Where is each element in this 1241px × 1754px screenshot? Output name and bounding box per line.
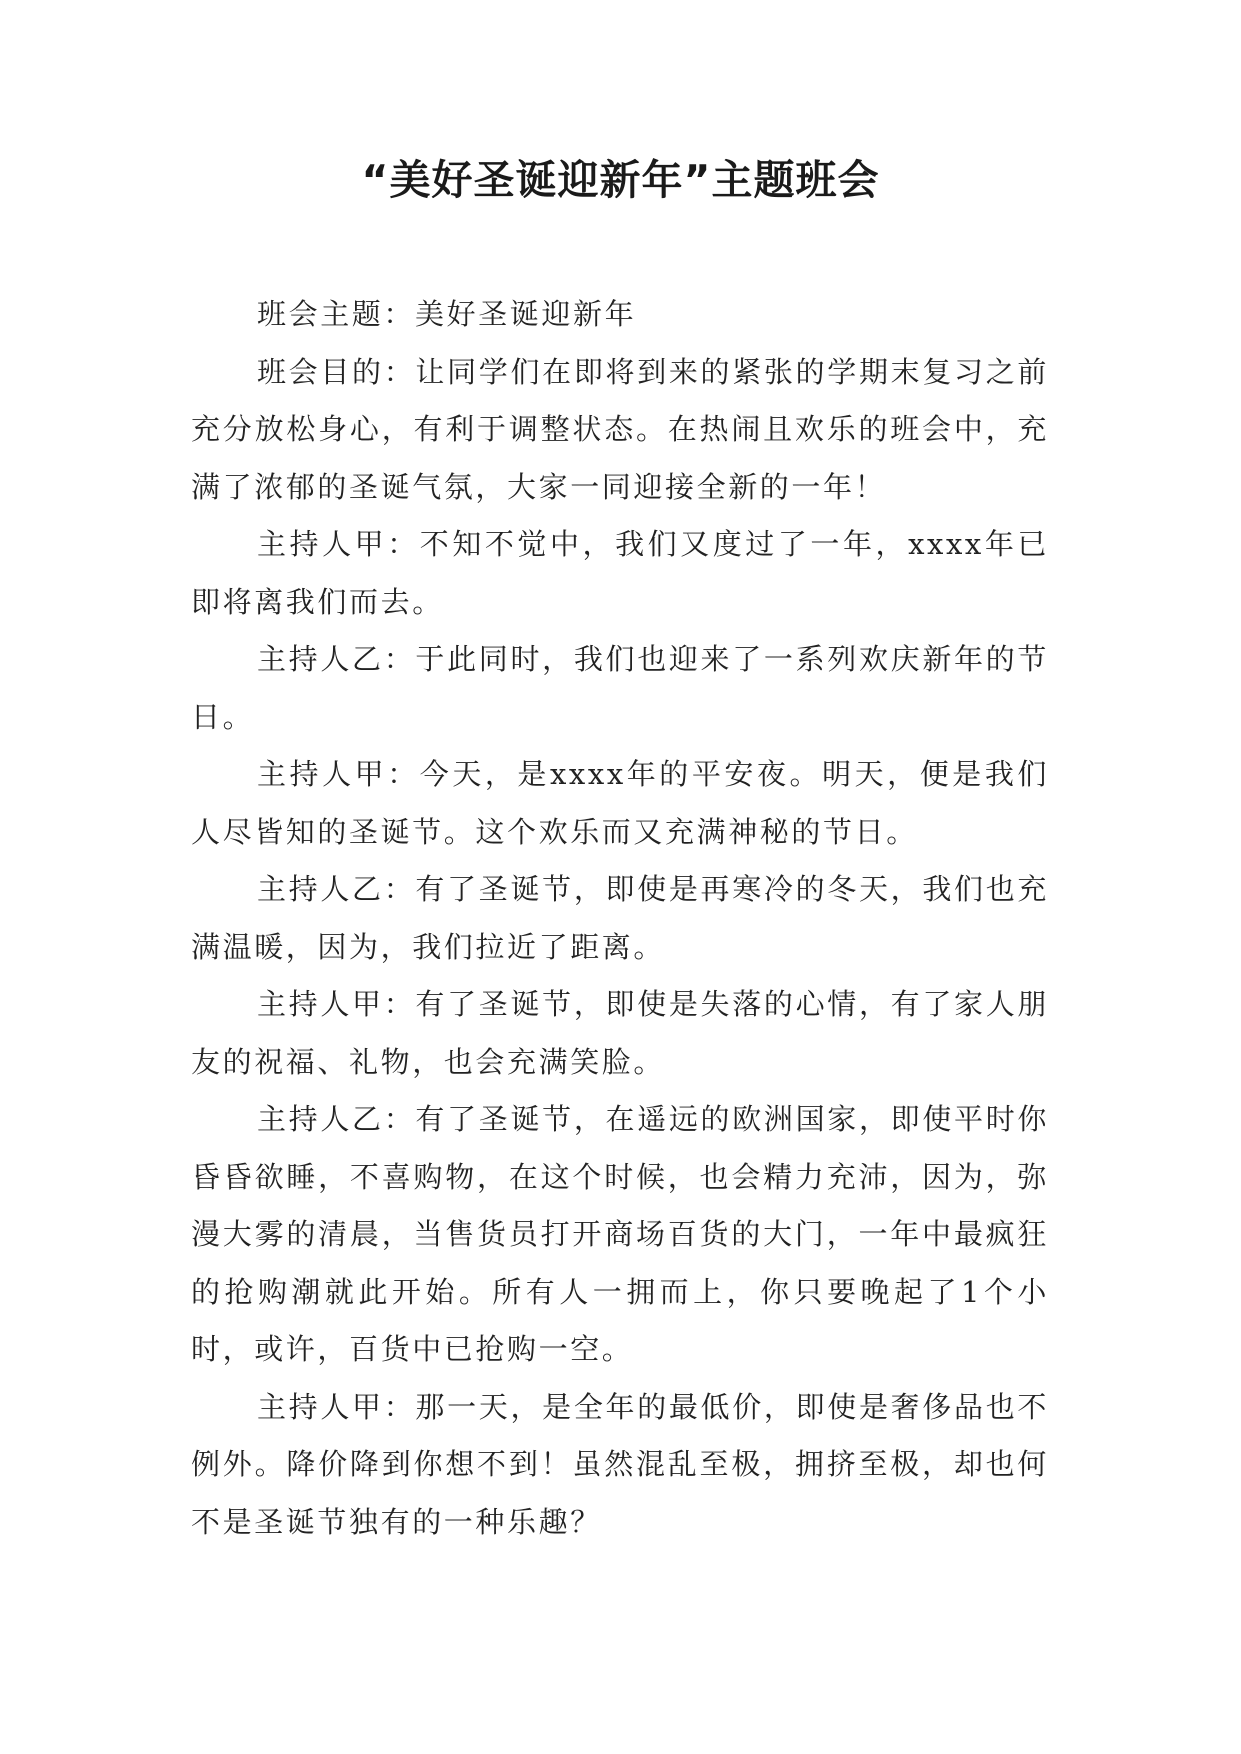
- paragraph-host-b-2: 主持人乙：有了圣诞节，即使是再寒冷的冬天，我们也充满温暖，因为，我们拉近了距离。: [191, 872, 1049, 964]
- document-title: “美好圣诞迎新年”主题班会: [361, 156, 880, 204]
- document-body: [191, 286, 1049, 1551]
- paragraph-host-b-3: 主持人乙：有了圣诞节，在遥远的欧洲国家，即使平时你昏昏欲睡，不喜购物，在这个时候，也会精力充沛，因为，弥漫大雾的清晨，当售货员打开商场百货的大门，一年中最疯狂的抢购潮就此开始。所有人一拥而上，你只要晚起了1个小时，或许，百货中已抢购一空。: [191, 1102, 1049, 1366]
- paragraph-host-a-3: 主持人甲：有了圣诞节，即使是失落的心情，有了家人朋友的祝福、礼物，也会充满笑脸。: [191, 987, 1049, 1079]
- paragraph-host-a-4: 主持人甲：那一天，是全年的最低价，即使是奢侈品也不例外。降价降到你想不到！虽然混乱至极，拥挤至极，却也何不是圣诞节独有的一种乐趣？: [191, 1389, 1049, 1539]
- paragraph-host-a-1: 主持人甲：不知不觉中，我们又度过了一年，xxxx年已即将离我们而去。: [191, 527, 1049, 619]
- paragraph-purpose: 班会目的：让同学们在即将到来的紧张的学期末复习之前充分放松身心，有利于调整状态。在热闹且欢乐的班会中，充满了浓郁的圣诞气氛，大家一同迎接全新的一年！: [191, 354, 1049, 504]
- paragraph-host-b-1: 主持人乙：于此同时，我们也迎来了一系列欢庆新年的节日。: [191, 642, 1049, 734]
- paragraph-theme: 班会主题：美好圣诞迎新年: [257, 297, 637, 331]
- paragraph-host-a-2: 主持人甲：今天，是xxxx年的平安夜。明天，便是我们人尽皆知的圣诞节。这个欢乐而又充满神秘的节日。: [191, 757, 1049, 849]
